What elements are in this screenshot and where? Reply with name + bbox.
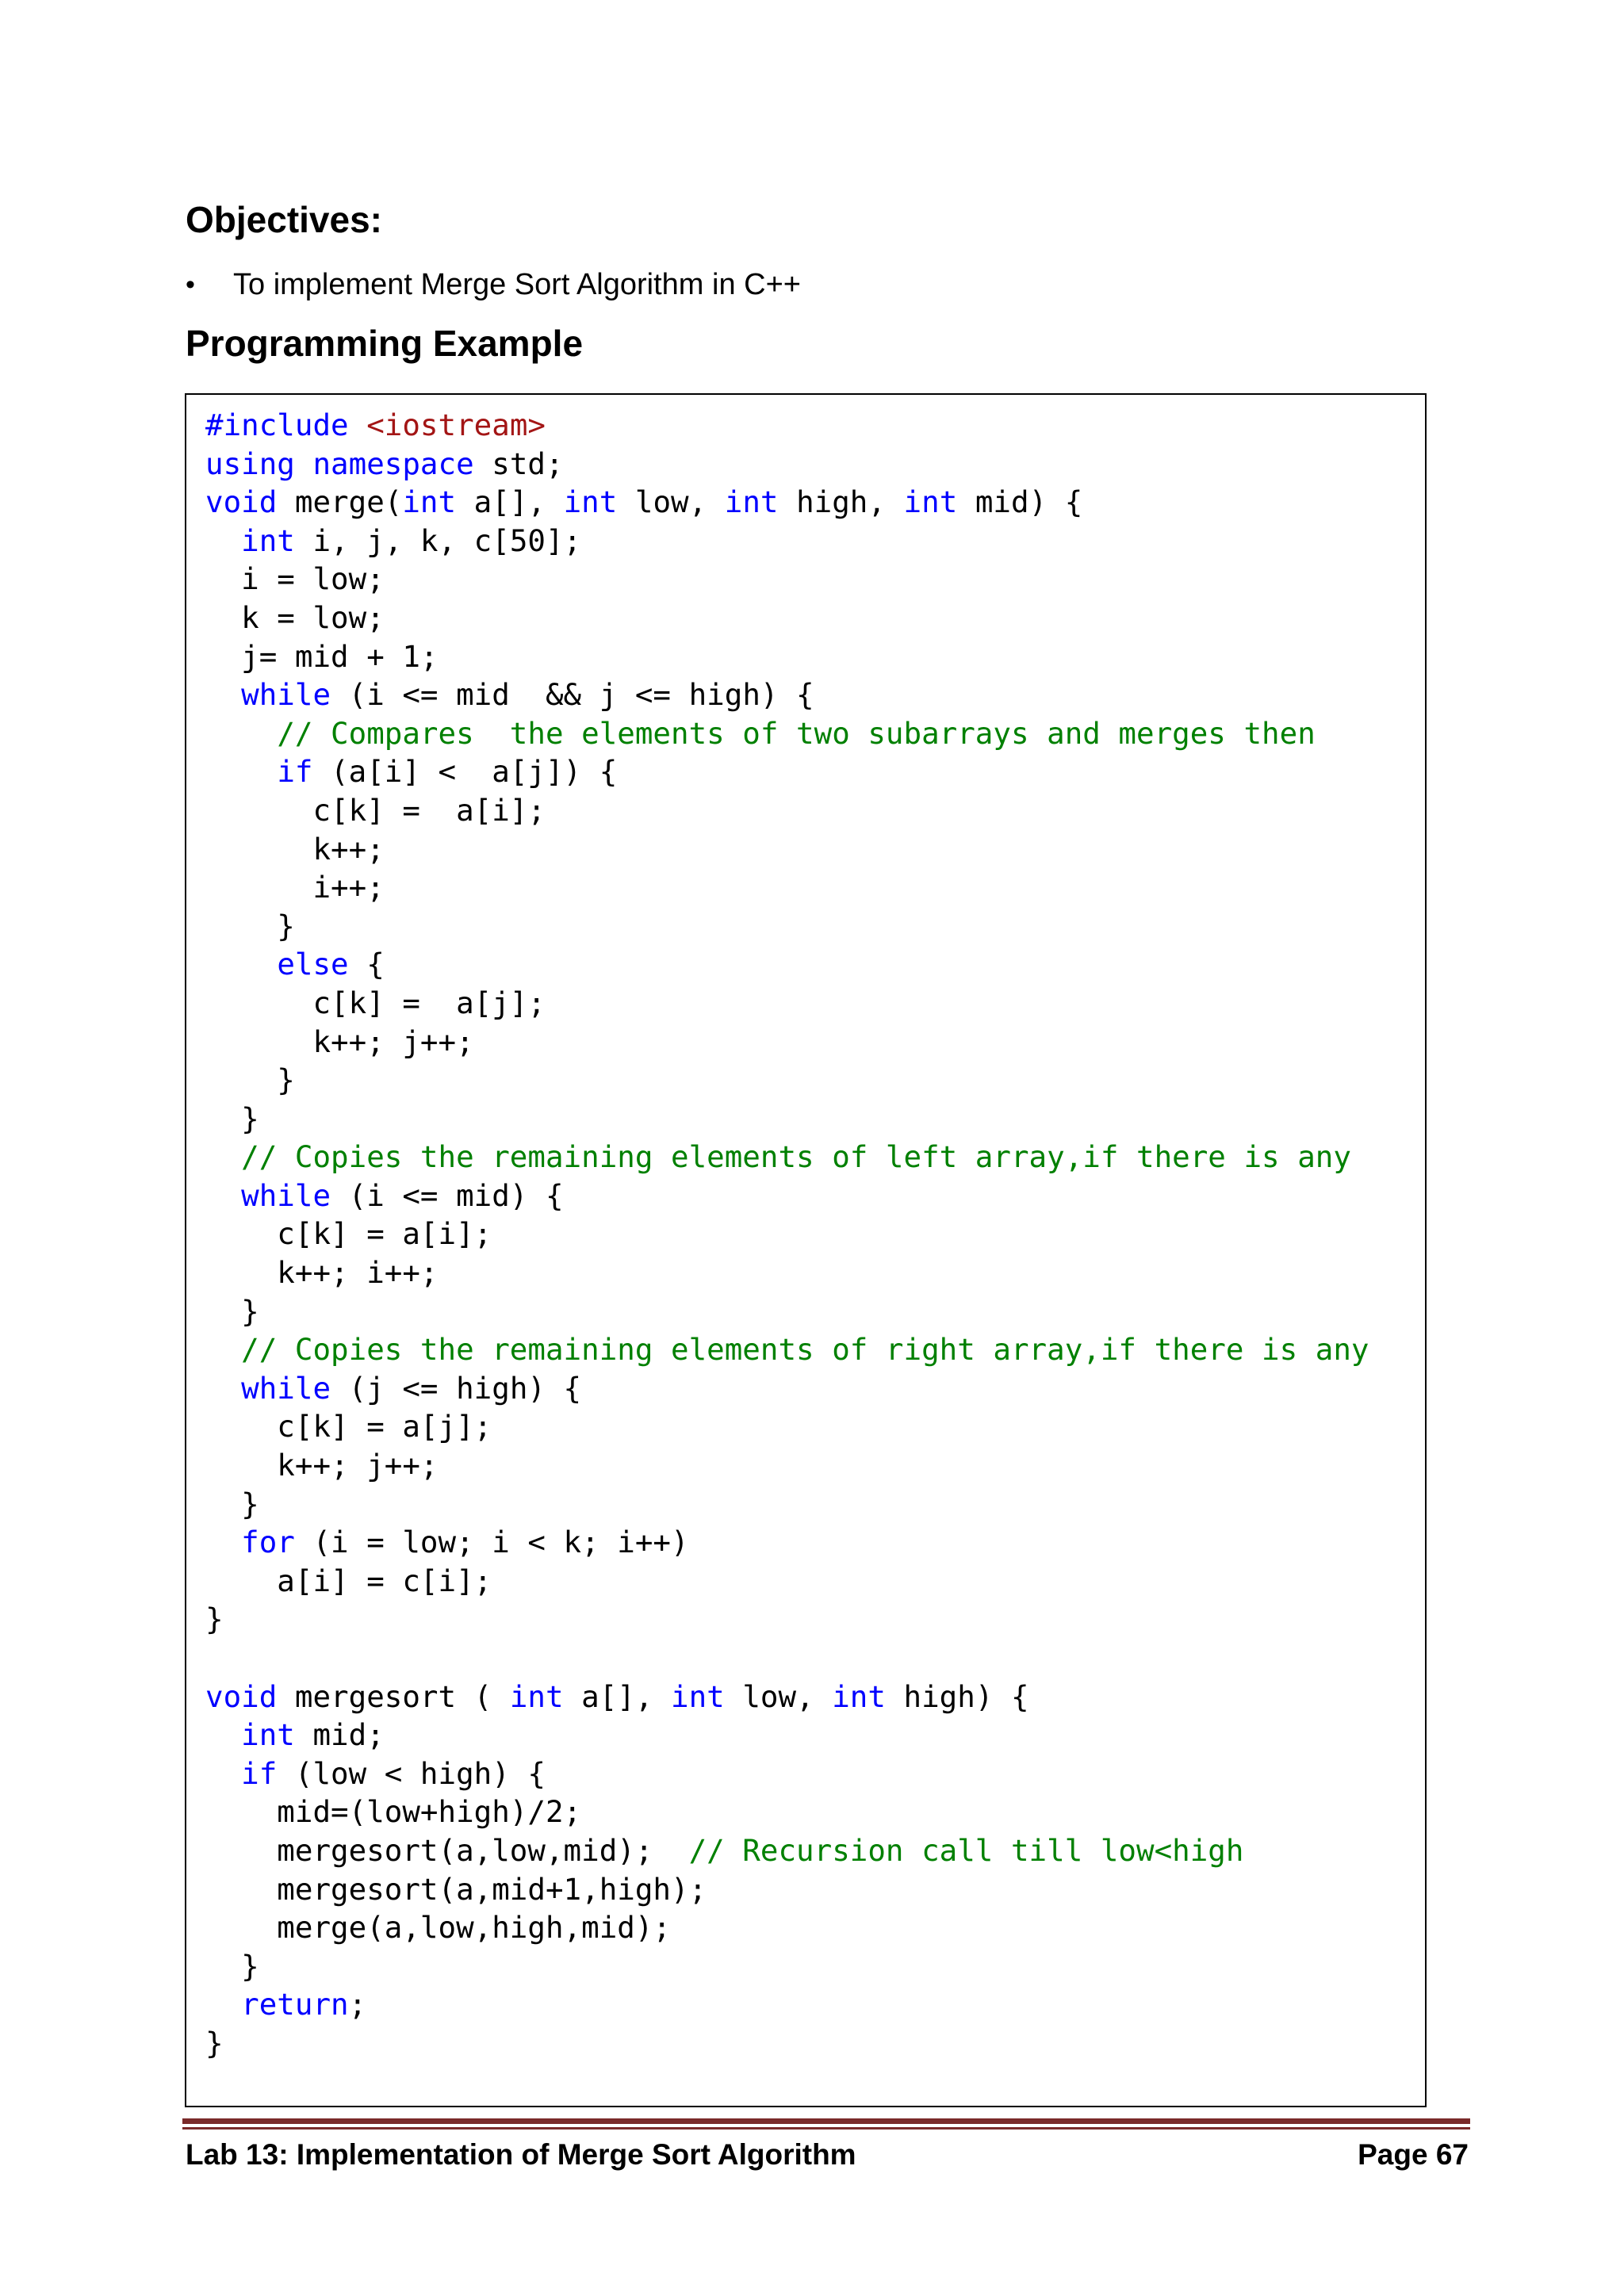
code-token: low, <box>724 1678 833 1714</box>
code-line <box>205 830 1369 869</box>
code-token: } <box>205 2025 224 2061</box>
code-token: a[i] = c[i]; <box>205 1563 492 1598</box>
code-line <box>205 1061 1369 1100</box>
code-token: (j <= high) { <box>331 1370 582 1406</box>
code-token: { <box>348 947 385 982</box>
code-token: merge(a,low,high,mid); <box>205 1910 671 1946</box>
code-token: mergesort(a,low,mid); <box>205 1832 689 1868</box>
code-line <box>205 1793 1369 1831</box>
footer-title: Lab 13: Implementation of Merge Sort Algorithm <box>186 2138 856 2171</box>
code-line <box>205 522 1369 561</box>
code-token: (i = low; i < k; i++) <box>294 1525 689 1560</box>
code-token: ; <box>348 1987 367 2022</box>
code-token: std; <box>473 446 564 481</box>
code-token: i = low; <box>205 561 385 597</box>
code-token: int <box>241 522 295 558</box>
code-line <box>205 1369 1369 1408</box>
code-token <box>205 1717 241 1752</box>
code-line <box>205 907 1369 946</box>
code-token <box>205 677 241 712</box>
code-line <box>205 984 1369 1023</box>
code-token: j= mid + 1; <box>205 638 439 674</box>
code-line <box>205 1292 1369 1331</box>
code-token: } <box>205 1601 224 1637</box>
code-token <box>205 1371 241 1406</box>
code-token: a[], <box>563 1678 672 1714</box>
code-line <box>205 1870 1369 1909</box>
code-line <box>205 1138 1369 1177</box>
code-token: while <box>241 677 331 713</box>
code-line <box>205 1831 1369 1870</box>
code-token: // Copies the remaining elements of right array,if there is any <box>241 1332 1369 1368</box>
code-line <box>205 1985 1369 2024</box>
code-line <box>205 1215 1369 1253</box>
code-token: a[], <box>456 484 564 520</box>
code-token: namespace <box>312 446 474 481</box>
code-token: // Compares the elements of two subarrays and merges then <box>277 715 1316 751</box>
code-token <box>205 1139 241 1174</box>
code-token: k++; j++; <box>205 1448 439 1483</box>
code-token: // Copies the remaining elements of left array,if there is any <box>241 1139 1351 1175</box>
code-token: int <box>832 1678 886 1714</box>
code-line <box>205 1023 1369 1062</box>
code-token: (a[i] < a[j]) { <box>312 754 618 790</box>
code-token: mid) { <box>957 484 1083 520</box>
code-line <box>205 1330 1369 1369</box>
code-line <box>205 945 1369 984</box>
code-token: if <box>241 1755 278 1791</box>
section-heading: Programming Example <box>186 323 584 364</box>
code-token: } <box>205 1062 295 1098</box>
code-line <box>205 1639 1369 1678</box>
code-line <box>205 714 1369 753</box>
code-token <box>205 1332 241 1367</box>
code-line <box>205 1446 1369 1485</box>
code-token: high) { <box>885 1678 1029 1714</box>
objective-text: To implement Merge Sort Algorithm in C++ <box>233 268 801 301</box>
code-token: return <box>241 1987 349 2022</box>
code-token: } <box>205 1948 259 1984</box>
code-line <box>205 599 1369 637</box>
code-token: (i <= mid && j <= high) { <box>331 677 814 713</box>
code-line <box>205 1177 1369 1215</box>
code-token <box>205 716 277 751</box>
code-line <box>205 1678 1369 1716</box>
code-token: for <box>241 1525 295 1560</box>
code-token: #include <box>205 408 349 442</box>
code-line <box>205 1562 1369 1601</box>
code-token: k++; <box>205 831 385 867</box>
code-token: k++; i++; <box>205 1255 439 1291</box>
code-line <box>205 1947 1369 1986</box>
code-token: mid; <box>294 1717 385 1753</box>
code-token: while <box>241 1370 331 1406</box>
code-token: void <box>205 484 278 520</box>
code-token <box>205 1756 241 1791</box>
code-line <box>205 2024 1369 2063</box>
code-line <box>205 752 1369 791</box>
code-token: mergesort(a,mid+1,high); <box>205 1871 707 1907</box>
code-token: } <box>205 908 295 943</box>
code-token: } <box>205 1486 259 1521</box>
code-token <box>205 947 277 982</box>
bullet-icon: • <box>186 270 195 300</box>
code-line <box>205 1100 1369 1138</box>
code-token: } <box>205 1293 259 1329</box>
code-line <box>205 1600 1369 1639</box>
code-token: using <box>205 446 295 481</box>
code-token: (i <= mid) { <box>331 1177 564 1213</box>
code-line <box>205 483 1369 522</box>
code-token: void <box>205 1678 278 1714</box>
code-token <box>295 446 313 481</box>
code-token: int <box>241 1717 295 1753</box>
code-line <box>205 1485 1369 1524</box>
code-token <box>205 523 241 558</box>
code-token: while <box>241 1177 331 1213</box>
code-token: c[k] = a[i]; <box>205 1216 492 1252</box>
code-line <box>205 868 1369 907</box>
code-line <box>205 1908 1369 1947</box>
code-token <box>205 1178 241 1213</box>
code-line <box>205 791 1369 830</box>
footer-divider <box>182 2118 1470 2124</box>
code-token <box>205 754 277 789</box>
code-line <box>205 445 1369 484</box>
code-line <box>205 1755 1369 1793</box>
code-line <box>205 1716 1369 1755</box>
code-token: int <box>724 484 779 520</box>
code-line <box>205 560 1369 599</box>
code-token: k++; j++; <box>205 1024 474 1059</box>
code-token: (low < high) { <box>277 1755 546 1791</box>
code-token: mergesort ( <box>277 1678 510 1714</box>
code-token: int <box>903 484 958 520</box>
page-number: Page 67 <box>1358 2138 1469 2171</box>
code-token: // Recursion call till low<high <box>688 1832 1244 1868</box>
code-token: c[k] = a[i]; <box>205 792 546 828</box>
code-line <box>205 1523 1369 1562</box>
code-token: merge( <box>277 484 403 520</box>
code-token: else <box>277 947 349 982</box>
code-token: high, <box>778 484 904 520</box>
objectives-heading: Objectives: <box>186 199 382 240</box>
code-listing <box>205 406 1369 2063</box>
code-token: k = low; <box>205 599 385 635</box>
code-token <box>205 1987 241 2022</box>
code-line <box>205 1253 1369 1292</box>
code-line <box>205 675 1369 714</box>
code-token: i++; <box>205 870 385 905</box>
code-token <box>205 1525 241 1559</box>
footer-divider-thin <box>182 2127 1470 2130</box>
code-token: mid=(low+high)/2; <box>205 1794 582 1830</box>
code-token: int <box>402 484 457 520</box>
code-token: if <box>277 754 313 790</box>
code-token: int <box>563 484 618 520</box>
code-token: low, <box>617 484 725 520</box>
code-token: int <box>509 1678 564 1714</box>
code-token: i, j, k, c[50]; <box>294 522 582 558</box>
code-line <box>205 637 1369 676</box>
code-block <box>185 393 1427 2107</box>
code-token: } <box>205 1100 259 1136</box>
code-token: <iostream> <box>366 408 546 442</box>
code-line <box>205 1407 1369 1446</box>
objective-item <box>186 268 801 302</box>
code-token <box>349 408 367 442</box>
code-line <box>205 406 1369 445</box>
code-token: c[k] = a[j]; <box>205 985 546 1020</box>
code-token: c[k] = a[j]; <box>205 1409 492 1445</box>
code-token: int <box>671 1678 725 1714</box>
